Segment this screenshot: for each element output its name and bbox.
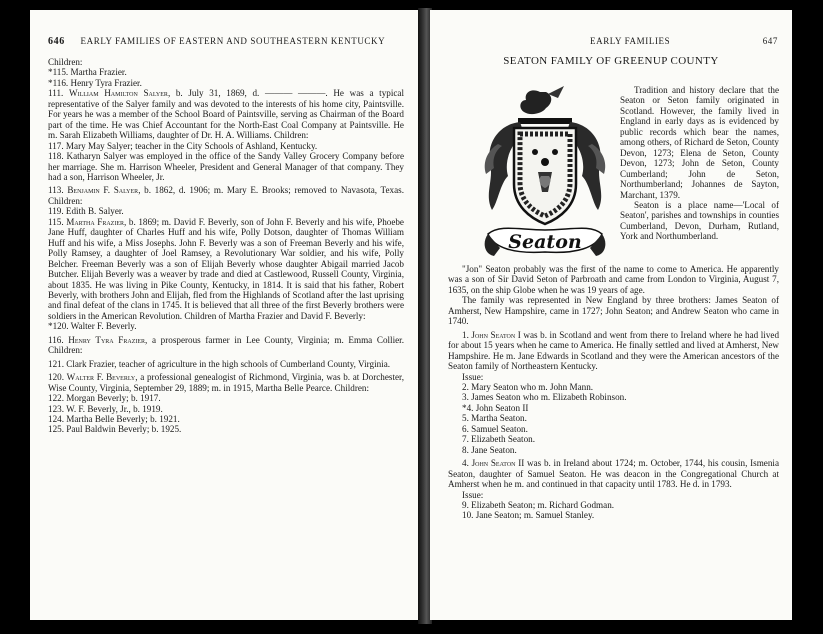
paragraph-text: 5. Martha Seaton.: [462, 413, 527, 424]
entry-number: 4.: [462, 458, 472, 469]
paragraph-text: 10. Jane Seaton; m. Samuel Stanley.: [462, 510, 595, 521]
paragraph-text: 2. Mary Seaton who m. John Mann.: [462, 381, 594, 392]
seaton-coat-of-arms: [480, 84, 610, 264]
right-page-body: [448, 264, 779, 521]
paragraph-text: 124. Martha Belle Beverly; b. 1921.: [48, 413, 180, 424]
right-paragraph: [448, 330, 779, 372]
right-paragraph: [448, 372, 779, 382]
paragraph-text: 7. Elizabeth Seaton.: [462, 434, 535, 445]
entry-number: 120.: [48, 372, 67, 383]
right-paragraph: [448, 382, 779, 392]
right-paragraph: [448, 413, 779, 423]
paragraph-text: I was b. in Scotland and went from there to Ireland where he had lived for about 15 years when he came to America. He finally settled and lived at Amherst, New Hampshire. He m. Jane Edwards in Scotland and they were the American ancestors of the Seaton family of Northeastern Kentucky.: [448, 329, 780, 372]
left-paragraph: [48, 88, 404, 140]
person-name: John Seaton: [471, 329, 516, 340]
paragraph-text: 3. James Seaton who m. Elizabeth Robinson.: [462, 392, 627, 403]
person-name: Martha Frazier: [66, 216, 124, 227]
paragraph-text: "Jon" Seaton probably was the first of the name to come to America. He apparently was a son of Sir David Seton of Parbroath and came from London to Virginia, August 7, 1635, on the ship Globe when he was 19 years of age.: [448, 264, 779, 295]
paragraph-text: 119. Edith B. Salyer.: [48, 206, 124, 217]
left-paragraph: [48, 424, 404, 434]
left-paragraph: [48, 321, 404, 331]
paragraph-text: *4. John Seaton II: [462, 402, 529, 413]
left-running-head: [48, 36, 385, 47]
left-paragraph: [48, 217, 404, 322]
paragraph-text: II was b. in Ireland about 1724; m. October, 1744, his cousin, Ismenia Seaton, daughter of Samuel Seaton. He was deacon in the Congregational Church at Amherst when he m. and continued in that capacity until 1783. He d. in 1793.: [448, 458, 779, 490]
paragraph-text: Issue:: [462, 371, 484, 382]
right-paragraph: [448, 264, 779, 295]
right-running-title: EARLY FAMILIES: [590, 36, 671, 46]
left-paragraph: [48, 393, 404, 403]
right-paragraph: [448, 490, 779, 500]
left-paragraph: [48, 151, 404, 182]
entry-number: 116.: [48, 334, 69, 345]
entry-number: 113.: [48, 185, 68, 196]
paragraph-text: *120. Walter F. Beverly.: [48, 321, 137, 332]
left-paragraph: [48, 372, 404, 393]
right-paragraph: [448, 392, 779, 402]
left-running-title: EARLY FAMILIES OF EASTERN AND SOUTHEASTERN KENTUCKY: [80, 36, 386, 46]
paragraph-text: 117. Mary May Salyer; teacher in the City Schools of Ashland, Kentucky.: [48, 140, 318, 151]
paragraph-text: Seaton is a place name—'Local of Seaton', parishes and townships in counties Cumberland, Devon, Durham, Rutland, York and Northumberland.: [620, 199, 779, 242]
paragraph-text: Children:: [48, 57, 83, 67]
right-page: [430, 10, 792, 620]
left-paragraph: [48, 206, 404, 216]
paragraph-text: 122. Morgan Beverly; b. 1917.: [48, 393, 161, 404]
paragraph-text: 121. Clark Frazier, teacher of agriculture in the high schools of Cumberland County, Virginia.: [48, 358, 391, 369]
right-paragraph: [448, 434, 779, 444]
left-paragraph: [48, 414, 404, 424]
right-intro-paragraph: [620, 85, 779, 200]
left-paragraph: [48, 67, 404, 77]
paragraph-text: , b. July 31, 1869, d. ——— ———. He was a typical representative of the Salyer family and was devoted to the interests of his home city, Paintsville. For years he was a member of the School Board of Paintsville, serving as Chairman of the Board part of the time. He was Chief Accountant for the North-East Coal Company at Paintsville. He m. Sarah Elizabeth Williams, daughter of Dr. H. A. Williams. Children:: [48, 88, 404, 141]
entry-number: 1.: [462, 329, 472, 340]
crest-motto: Seaton: [508, 231, 582, 253]
right-paragraph: [448, 510, 779, 520]
paragraph-text: *115. Martha Frazier.: [48, 67, 127, 78]
entry-number: 111.: [48, 88, 69, 99]
right-paragraph: [448, 424, 779, 434]
left-paragraph: [48, 404, 404, 414]
paragraph-text: 118. Katharyn Salyer was employed in the office of the Sandy Valley Grocery Company before her marriage. She m. Harrison Wheeler, President and General Manager of that company. They had a son, Harrison Wheeler, Jr.: [48, 151, 404, 182]
entry-number: 115.: [48, 216, 67, 227]
left-paragraph: [48, 57, 404, 67]
paragraph-text: 6. Samuel Seaton.: [462, 423, 528, 434]
paragraph-text: 8. Jane Seaton.: [462, 444, 517, 455]
paragraph-text: 9. Elizabeth Seaton; m. Richard Godman.: [462, 499, 615, 510]
person-name: Henry Tyra Frazier: [68, 334, 146, 345]
right-paragraph: [448, 500, 779, 510]
left-page-body: [48, 57, 404, 435]
person-name: William Hamilton Salyer: [68, 88, 168, 99]
person-name: Benjamin F. Salyer: [67, 185, 139, 196]
left-paragraph: [48, 185, 404, 206]
left-paragraph: [48, 141, 404, 151]
paragraph-text: , a prosperous farmer in Lee County, Virginia; m. Emma Collier. Children:: [48, 334, 404, 356]
paragraph-text: , b. 1869; m. David F. Beverly, son of John F. Beverly and his wife, Phoebe Jane Huff, daughter of Charles Huff and his wife, Polly Dotson, daughter of Thomas William Huff and his wife, a Miss Josephs. John F. Beverly was a son of Freeman Beverly and his wife, Polly Ramsey, a daughter of Joel Ramsey, a Revolutionary War soldier, and his wife, Polly Belcher. Freeman Beverly was a son of Elijah Beverly whose daughter Abigail married Jacob Butcher. Elijah Beverly was a weaver by trade and died at Castlewood, Russell County, Virginia, about 1835. He was living in Pike County, Kentucky, in 1814. It is said that his father, Robert Beverly, with brothers John and Elijah, fled from the Highlands of Scotland after the last uprising and final defeat of the clans in 1745. It is believed that all three of the first Beverly brothers were soldiers in the American Revolution. Children of Martha Frazier and David F. Beverly:: [48, 216, 404, 321]
left-paragraph: [48, 359, 404, 369]
right-paragraph: [448, 458, 779, 489]
paragraph-text: *116. Henry Tyra Frazier.: [48, 77, 142, 88]
right-intro-text: [620, 85, 779, 242]
left-paragraph: [48, 335, 404, 356]
paragraph-text: 125. Paul Baldwin Beverly; b. 1925.: [48, 424, 182, 435]
right-paragraph: [448, 445, 779, 455]
paragraph-text: The family was represented in New England by three brothers: James Seaton of Amherst, New Hampshire, came in 1727; John Seaton; and Andrew Seaton who came in 1740.: [448, 295, 779, 327]
left-paragraph: [48, 78, 404, 88]
paragraph-text: , a professional genealogist of Richmond, Virginia, was b. at Dorchester, Wise County, Virginia, September 29, 1889; m. in 1915, Martha Belle Pearce. Children:: [48, 372, 404, 393]
paragraph-text: Tradition and history declare that the Seaton or Seton family originated in Scotland. However, the family lived in England in early days as is evidenced by public records which bear the names, among others, of Richard de Seton, County Devon, 1273; Elena de Seton, County Devon, 1273; John de Seton, County Cumberland; John de Seton, Northumberland; Johannes de Sayton, Marchant, 1379.: [620, 85, 779, 200]
paragraph-text: , b. 1862, d. 1906; m. Mary E. Brooks; removed to Navasota, Texas. Children:: [48, 185, 404, 206]
right-intro-paragraph: [620, 200, 779, 242]
right-page-number: 647: [762, 36, 778, 46]
left-page: [30, 10, 418, 620]
person-name: Walter F. Beverly: [66, 372, 136, 383]
person-name: John Seaton: [471, 458, 516, 469]
right-paragraph: [448, 403, 779, 413]
right-paragraph: [448, 295, 779, 326]
chapter-title: SEATON FAMILY OF GREENUP COUNTY: [503, 55, 719, 67]
left-page-number: 646: [48, 36, 65, 47]
paragraph-text: Issue:: [462, 489, 484, 500]
paragraph-text: 123. W. F. Beverly, Jr., b. 1919.: [48, 403, 163, 414]
